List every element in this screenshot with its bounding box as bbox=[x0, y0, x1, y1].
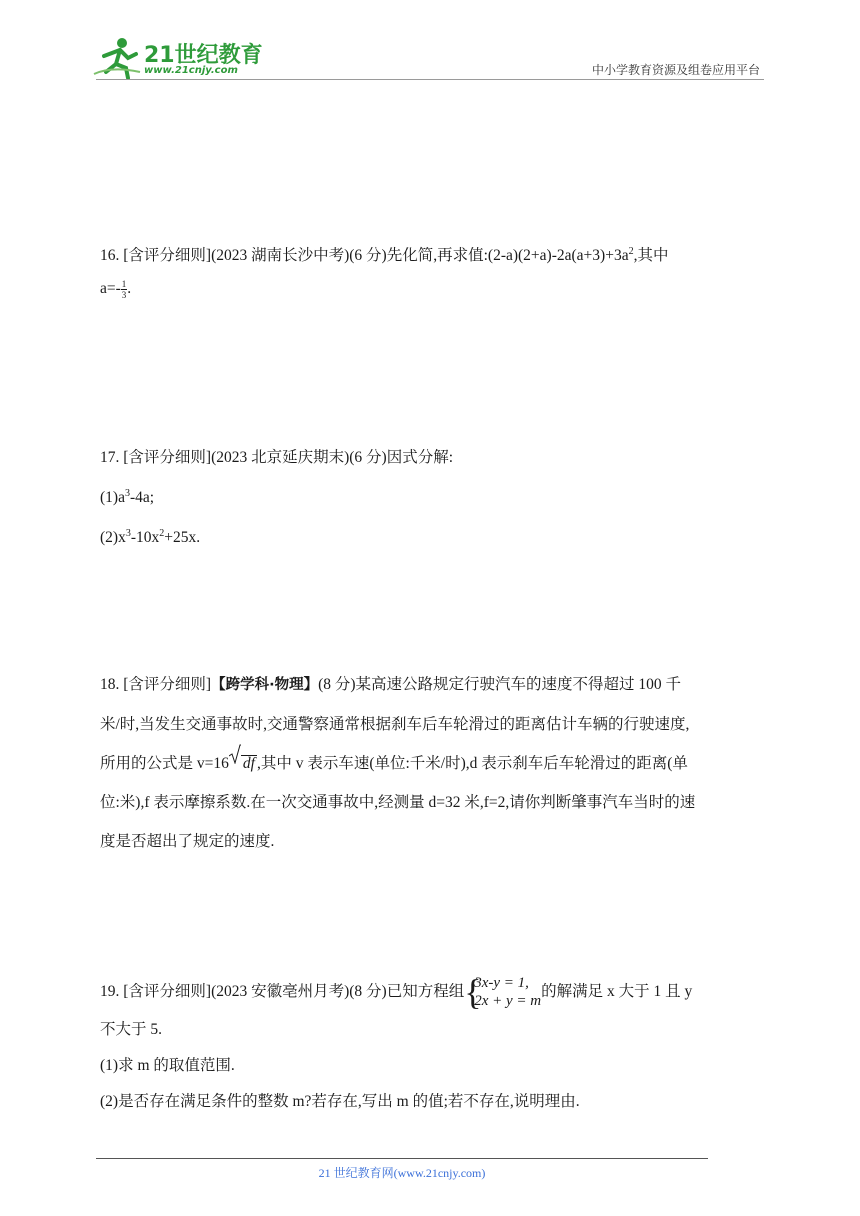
q17-part-2 bbox=[100, 516, 764, 556]
question-16 bbox=[100, 234, 764, 304]
q16-period: . bbox=[127, 280, 132, 298]
q18-radicand: df bbox=[242, 755, 255, 772]
q18-label: 18. [含评分细则] bbox=[100, 676, 212, 693]
q19-equation-system bbox=[464, 972, 542, 1013]
q19-stem: 19. [含评分细则](2023 安徽亳州月考)(8 分)已知方程组 bbox=[100, 983, 465, 1000]
q16-a-equals: a=- bbox=[100, 280, 121, 298]
q18-line-2: 米/时,当发生交通事故时,交通警察通常根据刹车后车轮滑过的距离估计车辆的行驶速度, bbox=[100, 716, 690, 733]
question-17 bbox=[100, 440, 764, 556]
q19-eq-1: 3x-y = 1, bbox=[474, 975, 529, 992]
q17-stem: 17. [含评分细则](2023 北京延庆期末)(6 分)因式分解: bbox=[100, 449, 454, 466]
q18-formula-prefix: 所用的公式是 v=16 bbox=[100, 755, 229, 772]
q18-line-1 bbox=[100, 665, 764, 705]
q16-tail: ,其中 bbox=[633, 247, 669, 265]
logo-url: www.21cnjy.com bbox=[144, 65, 238, 76]
question-19 bbox=[100, 970, 764, 1120]
q17-p2-exp2: 2 bbox=[159, 528, 165, 540]
q16-frac-numerator: 1 bbox=[121, 279, 127, 290]
q19-stem-tail: 的解满足 x 大于 1 且 y bbox=[541, 983, 693, 1000]
site-logo bbox=[92, 36, 262, 80]
left-brace-icon: { bbox=[464, 972, 482, 1013]
q17-p2-a: (2)x bbox=[100, 529, 126, 547]
q18-line-5: 度是否超出了规定的速度. bbox=[100, 833, 275, 850]
q18-tag-physics: 【跨学科·物理】 bbox=[211, 677, 319, 693]
sqrt-sign-icon bbox=[229, 744, 241, 764]
q17-part-1 bbox=[100, 476, 764, 516]
q17-p1-exp: 3 bbox=[124, 488, 130, 499]
q17-p2-c: +25x. bbox=[164, 529, 201, 547]
q18-line-3 bbox=[100, 744, 764, 783]
logo-text: 21世纪教育 bbox=[144, 43, 263, 68]
q19-line-2: 不大于 5. bbox=[100, 1021, 163, 1038]
q19-eq-2: 2x + y = m bbox=[474, 993, 542, 1010]
question-18 bbox=[100, 665, 764, 861]
q18-line-4: 位:米),f 表示摩擦系数.在一次交通事故中,经测量 d=32 米,f=2,请你判断肇事汽车当时的速 bbox=[100, 794, 696, 811]
header-divider bbox=[96, 79, 764, 80]
q18-text-3: ,其中 v 表示车速(单位:千米/时),d 表示刹车后车轮滑过的距离(单 bbox=[256, 755, 688, 772]
q18-sqrt bbox=[229, 744, 257, 783]
q16-text: 16. [含评分细则](2023 湖南长沙中考)(6 分)先化简,再求值:(2-a)(2+a)-2a(a+3)+3a bbox=[100, 247, 629, 265]
q16-frac-denominator: 3 bbox=[121, 290, 127, 301]
runner-logo-icon bbox=[92, 36, 142, 80]
footer-divider bbox=[96, 1158, 708, 1159]
header-platform-text: 中小学教育资源及组卷应用平台 bbox=[591, 63, 760, 77]
q17-p2-exp1: 3 bbox=[125, 528, 131, 540]
q17-p1-a: (1)a bbox=[100, 489, 125, 507]
q16-line-1 bbox=[100, 234, 764, 274]
q16-line-2 bbox=[100, 274, 764, 304]
q17-p1-b: -4a; bbox=[129, 489, 155, 507]
footer-link[interactable]: 21 世纪教育网(www.21cnjy.com) bbox=[318, 1166, 486, 1180]
q16-exponent: 2 bbox=[628, 246, 634, 257]
q17-p2-b: -10x bbox=[130, 529, 160, 547]
q19-part-2: (2)是否存在满足条件的整数 m?若存在,写出 m 的值;若不存在,说明理由. bbox=[100, 1093, 580, 1110]
q19-part-1: (1)求 m 的取值范围. bbox=[100, 1057, 235, 1074]
q18-text-1: (8 分)某高速公路规定行驶汽车的速度不得超过 100 千 bbox=[318, 676, 682, 693]
q19-line-1 bbox=[100, 970, 764, 1014]
